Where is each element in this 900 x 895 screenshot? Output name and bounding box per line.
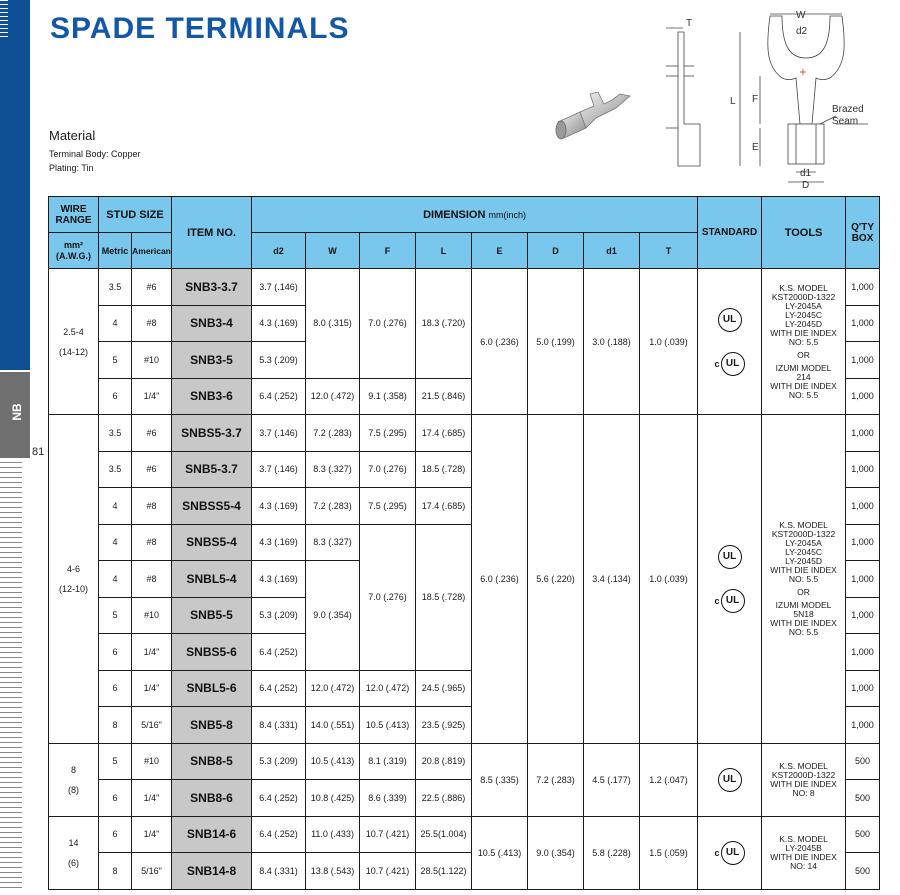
d2-cell: 5.3 (.209) — [252, 342, 306, 379]
tool-line: IZUMI MODEL — [775, 362, 832, 373]
label-w: W — [796, 10, 806, 21]
qty-cell: 1,000 — [846, 707, 880, 744]
t-cell: 1.2 (.047) — [640, 743, 698, 816]
header-wire-range: WIRE RANGE — [49, 197, 99, 233]
tool-line: NO: 5.5 — [788, 389, 819, 400]
header-col-d: D — [528, 233, 584, 269]
header-standard: STANDARD — [698, 197, 762, 269]
tool-line: LY-2045D — [785, 555, 822, 566]
header-metric: Metric — [99, 233, 132, 269]
item-no-cell: SNB8-5 — [172, 743, 252, 780]
tools-cell — [762, 743, 846, 816]
american-cell: #6 — [132, 451, 172, 488]
f-cell: 8.1 (.319) — [360, 743, 416, 780]
ul-logo: UL — [718, 768, 742, 792]
f-cell: 7.5 (.295) — [360, 415, 416, 452]
ul-logo: UL — [718, 308, 742, 332]
qty-cell: 1,000 — [846, 269, 880, 306]
metric-cell: 4 — [99, 524, 132, 561]
qty-cell: 1,000 — [846, 342, 880, 379]
l-cell: 25.5(1.004) — [416, 816, 472, 853]
wire-range-cell — [49, 743, 99, 816]
tool-line: WITH DIE INDEX — [770, 851, 837, 862]
d-cell: 7.2 (.283) — [528, 743, 584, 816]
item-no-cell: SNBL5-4 — [172, 561, 252, 598]
tool-line: IZUMI MODEL — [775, 599, 832, 610]
w-cell: 8.3 (.327) — [306, 451, 360, 488]
page-title: SPADE TERMINALS — [50, 12, 350, 45]
f-cell: 7.0 (.276) — [360, 524, 416, 670]
tool-line: LY-2045C — [785, 309, 822, 320]
dimension-label: DIMENSION — [423, 208, 486, 221]
american-cell: #10 — [132, 342, 172, 379]
tool-line: K.S. MODEL — [779, 282, 828, 293]
d2-cell: 6.4 (.252) — [252, 634, 306, 671]
d1-cell: 3.0 (.188) — [584, 269, 640, 415]
standard-cell — [698, 269, 762, 415]
item-no-cell: SNB14-6 — [172, 816, 252, 853]
tool-line: K.S. MODEL — [779, 760, 828, 771]
d1-cell: 5.8 (.228) — [584, 816, 640, 889]
wire-range: 4-6 — [66, 563, 80, 574]
d2-cell: 6.4 (.252) — [252, 816, 306, 853]
d2-cell: 6.4 (.252) — [252, 378, 306, 415]
f-cell: 10.5 (.413) — [360, 707, 416, 744]
tool-or: OR — [797, 586, 810, 597]
page-number: 81 — [32, 446, 45, 458]
f-cell: 10.7 (.421) — [360, 816, 416, 853]
e-cell: 6.0 (.236) — [472, 415, 528, 744]
american-cell: 1/4" — [132, 634, 172, 671]
qty-cell: 500 — [846, 816, 880, 853]
side-tab-label: NB — [10, 403, 24, 421]
american-cell: 5/16" — [132, 707, 172, 744]
item-no-cell: SNB14-8 — [172, 853, 252, 890]
metric-cell: 3.5 — [99, 451, 132, 488]
metric-cell: 5 — [99, 597, 132, 634]
american-cell: #8 — [132, 488, 172, 525]
item-no-cell: SNB3-5 — [172, 342, 252, 379]
w-cell: 11.0 (.433) — [306, 816, 360, 853]
tool-line: WITH DIE INDEX — [770, 380, 837, 391]
item-no-cell: SNB3-6 — [172, 378, 252, 415]
item-no-cell: SNBL5-6 — [172, 670, 252, 707]
material-plating: Plating: Tin — [49, 163, 94, 173]
l-cell: 20.8 (.819) — [416, 743, 472, 780]
d2-cell: 6.4 (.252) — [252, 780, 306, 817]
w-cell: 10.5 (.413) — [306, 743, 360, 780]
tool-line: WITH DIE INDEX — [770, 327, 837, 338]
w-cell: 7.2 (.283) — [306, 415, 360, 452]
metric-cell: 5 — [99, 342, 132, 379]
american-cell: #8 — [132, 561, 172, 598]
l-cell: 23.5 (.925) — [416, 707, 472, 744]
label-d1: d1 — [800, 168, 812, 179]
qty-cell: 1,000 — [846, 378, 880, 415]
l-cell: 18.3 (.720) — [416, 269, 472, 379]
wire-range-cell — [49, 816, 99, 889]
d2-cell: 4.3 (.169) — [252, 488, 306, 525]
ul-logo: UL — [721, 841, 745, 865]
w-cell: 14.0 (.551) — [306, 707, 360, 744]
w-cell: 8.0 (.315) — [306, 269, 360, 379]
metric-cell: 6 — [99, 670, 132, 707]
side-color-bar — [0, 0, 30, 370]
wire-awg: (A.W.G.) — [56, 250, 91, 261]
metric-cell: 3.5 — [99, 269, 132, 306]
tool-line: K.S. MODEL — [779, 519, 828, 530]
cul-logo — [715, 841, 745, 865]
qty-cell: 500 — [846, 853, 880, 890]
wire-awg: (8) — [68, 784, 79, 795]
label-l: L — [730, 96, 736, 107]
qty-cell: 500 — [846, 780, 880, 817]
tool-line: WITH DIE INDEX — [770, 778, 837, 789]
w-cell: 12.0 (.472) — [306, 378, 360, 415]
metric-cell: 6 — [99, 634, 132, 671]
header-qty: Q'TY BOX — [846, 197, 880, 269]
standard-cell — [698, 816, 762, 889]
american-cell: #10 — [132, 597, 172, 634]
ul-logo: UL — [721, 589, 745, 613]
tool-line: WITH DIE INDEX — [770, 617, 837, 628]
l-cell: 18.5 (.728) — [416, 451, 472, 488]
tool-line: 5N18 — [793, 608, 814, 619]
american-cell: #6 — [132, 269, 172, 306]
header-col-e: E — [472, 233, 528, 269]
header-col-d2: d2 — [252, 233, 306, 269]
material-heading: Material — [49, 128, 96, 143]
american-cell: #10 — [132, 743, 172, 780]
qty-cell: 1,000 — [846, 524, 880, 561]
dimension-drawing — [660, 6, 875, 191]
tool-line: LY-2045D — [785, 318, 822, 329]
american-cell: #8 — [132, 305, 172, 342]
tool-line: NO: 5.5 — [788, 573, 819, 584]
terminal-photo — [550, 92, 640, 147]
d-cell: 5.0 (.199) — [528, 269, 584, 415]
tool-line: KST2000D-1322 — [771, 769, 836, 780]
t-cell: 1.0 (.039) — [640, 415, 698, 744]
c-mark: c — [714, 847, 720, 858]
label-e: E — [752, 142, 759, 153]
dimension-unit: mm(inch) — [488, 209, 526, 220]
header-tools: TOOLS — [762, 197, 846, 269]
item-no-cell: SNB8-6 — [172, 780, 252, 817]
ul-logo: UL — [718, 545, 742, 569]
d2-cell: 4.3 (.169) — [252, 524, 306, 561]
w-cell: 9.0 (.354) — [306, 561, 360, 671]
w-cell: 12.0 (.472) — [306, 670, 360, 707]
spec-table — [48, 196, 880, 890]
d1-cell: 4.5 (.177) — [584, 743, 640, 816]
label-d: D — [802, 180, 810, 191]
e-cell: 10.5 (.413) — [472, 816, 528, 889]
american-cell: 1/4" — [132, 816, 172, 853]
tool-line: NO: 5.5 — [788, 336, 819, 347]
f-cell: 9.1 (.358) — [360, 378, 416, 415]
item-no-cell: SNBS5-4 — [172, 524, 252, 561]
tool-line: KST2000D-1322 — [771, 528, 836, 539]
tool-line: K.S. MODEL — [779, 833, 828, 844]
qty-cell: 1,000 — [846, 451, 880, 488]
wire-range: 2.5-4 — [63, 326, 84, 337]
l-cell: 21.5 (.846) — [416, 378, 472, 415]
label-f: F — [752, 94, 759, 105]
item-no-cell: SNBSS5-4 — [172, 488, 252, 525]
t-cell: 1.0 (.039) — [640, 269, 698, 415]
f-cell: 7.0 (.276) — [360, 451, 416, 488]
w-cell: 7.2 (.283) — [306, 488, 360, 525]
e-cell: 6.0 (.236) — [472, 269, 528, 415]
header-item-no: ITEM NO. — [172, 197, 252, 269]
metric-cell: 6 — [99, 378, 132, 415]
d2-cell: 5.3 (.209) — [252, 597, 306, 634]
qty-cell: 1,000 — [846, 561, 880, 598]
d2-cell: 4.3 (.169) — [252, 305, 306, 342]
wire-awg: (6) — [68, 857, 79, 868]
header-wire-units — [49, 233, 99, 269]
header-col-l: L — [416, 233, 472, 269]
cul-logo — [715, 589, 745, 613]
qty-cell: 1,000 — [846, 670, 880, 707]
header-american: American — [132, 233, 172, 269]
f-cell: 12.0 (.472) — [360, 670, 416, 707]
tool-line: 214 — [796, 371, 811, 382]
metric-cell: 5 — [99, 743, 132, 780]
item-no-cell: SNB5-8 — [172, 707, 252, 744]
w-cell: 10.8 (.425) — [306, 780, 360, 817]
header-dimension — [252, 197, 698, 233]
wire-range-cell — [49, 415, 99, 744]
qty-cell: 500 — [846, 743, 880, 780]
d2-cell: 5.3 (.209) — [252, 743, 306, 780]
item-no-cell: SNB5-3.7 — [172, 451, 252, 488]
w-cell: 13.8 (.543) — [306, 853, 360, 890]
wire-range-cell — [49, 269, 99, 415]
l-cell: 17.4 (.685) — [416, 415, 472, 452]
e-cell: 8.5 (.335) — [472, 743, 528, 816]
item-no-cell: SNBS5-6 — [172, 634, 252, 671]
d2-cell: 8.4 (.331) — [252, 707, 306, 744]
tool-line: NO: 14 — [790, 860, 818, 871]
d-cell: 9.0 (.354) — [528, 816, 584, 889]
american-cell: 1/4" — [132, 780, 172, 817]
tool-line: KST2000D-1322 — [771, 291, 836, 302]
d2-cell: 4.3 (.169) — [252, 561, 306, 598]
c-mark: c — [714, 358, 720, 369]
f-cell: 7.5 (.295) — [360, 488, 416, 525]
label-brazed: Brazed — [832, 104, 864, 115]
standard-cell — [698, 743, 762, 816]
metric-cell: 4 — [99, 305, 132, 342]
item-no-cell: SNB3-3.7 — [172, 269, 252, 306]
qty-cell: 1,000 — [846, 634, 880, 671]
header-col-d1: d1 — [584, 233, 640, 269]
label-d2: d2 — [796, 26, 808, 37]
material-body: Terminal Body: Copper — [49, 149, 141, 159]
metric-cell: 6 — [99, 780, 132, 817]
metric-cell: 8 — [99, 853, 132, 890]
tool-line: LY-2045A — [785, 537, 822, 548]
item-no-cell: SNB5-5 — [172, 597, 252, 634]
header-col-f: F — [360, 233, 416, 269]
header-stud-size: STUD SIZE — [99, 197, 172, 233]
wire-range: 14 — [68, 837, 79, 848]
f-cell: 8.6 (.339) — [360, 780, 416, 817]
wire-awg: (14-12) — [58, 346, 88, 357]
l-cell: 17.4 (.685) — [416, 488, 472, 525]
ul-logo: UL — [721, 352, 745, 376]
d2-cell: 8.4 (.331) — [252, 853, 306, 890]
tools-cell — [762, 415, 846, 744]
f-cell: 10.7 (.421) — [360, 853, 416, 890]
wire-awg: (12-10) — [58, 583, 88, 594]
tool-line: NO: 8 — [792, 787, 815, 798]
qty-cell: 1,000 — [846, 597, 880, 634]
wire-range: 8 — [70, 764, 76, 775]
metric-cell: 6 — [99, 816, 132, 853]
d2-cell: 6.4 (.252) — [252, 670, 306, 707]
d1-cell: 3.4 (.134) — [584, 415, 640, 744]
w-cell: 8.3 (.327) — [306, 524, 360, 561]
wire-unit: mm² — [63, 239, 83, 250]
american-cell: 1/4" — [132, 378, 172, 415]
qty-cell: 1,000 — [846, 415, 880, 452]
tool-line: NO: 5.5 — [788, 626, 819, 637]
tool-or: OR — [797, 349, 810, 360]
item-no-cell: SNB3-4 — [172, 305, 252, 342]
side-ruler — [0, 462, 22, 892]
american-cell: 1/4" — [132, 670, 172, 707]
header-col-t: T — [640, 233, 698, 269]
qty-cell: 1,000 — [846, 305, 880, 342]
d-cell: 5.6 (.220) — [528, 415, 584, 744]
d2-cell: 3.7 (.146) — [252, 415, 306, 452]
american-cell: #8 — [132, 524, 172, 561]
side-ruler-top — [0, 0, 8, 38]
l-cell: 28.5(1.122) — [416, 853, 472, 890]
american-cell: #6 — [132, 415, 172, 452]
tool-line: LY-2045A — [785, 300, 822, 311]
c-mark: c — [714, 595, 720, 606]
l-cell: 22.5 (.886) — [416, 780, 472, 817]
t-cell: 1.5 (.059) — [640, 816, 698, 889]
l-cell: 24.5 (.965) — [416, 670, 472, 707]
cul-logo — [715, 352, 745, 376]
label-seam: Seam — [832, 116, 859, 127]
tool-line: LY-2045B — [785, 842, 822, 853]
l-cell: 18.5 (.728) — [416, 524, 472, 670]
qty-cell: 1,000 — [846, 488, 880, 525]
label-t: T — [686, 18, 693, 29]
metric-cell: 8 — [99, 707, 132, 744]
tools-cell — [762, 269, 846, 415]
d2-cell: 3.7 (.146) — [252, 269, 306, 306]
standard-cell — [698, 415, 762, 744]
header-col-w: W — [306, 233, 360, 269]
metric-cell: 4 — [99, 561, 132, 598]
f-cell: 7.0 (.276) — [360, 269, 416, 379]
metric-cell: 3.5 — [99, 415, 132, 452]
d2-cell: 3.7 (.146) — [252, 451, 306, 488]
tools-cell — [762, 816, 846, 889]
metric-cell: 4 — [99, 488, 132, 525]
american-cell: 5/16" — [132, 853, 172, 890]
tool-line: LY-2045C — [785, 546, 822, 557]
item-no-cell: SNBS5-3.7 — [172, 415, 252, 452]
tool-line: WITH DIE INDEX — [770, 564, 837, 575]
